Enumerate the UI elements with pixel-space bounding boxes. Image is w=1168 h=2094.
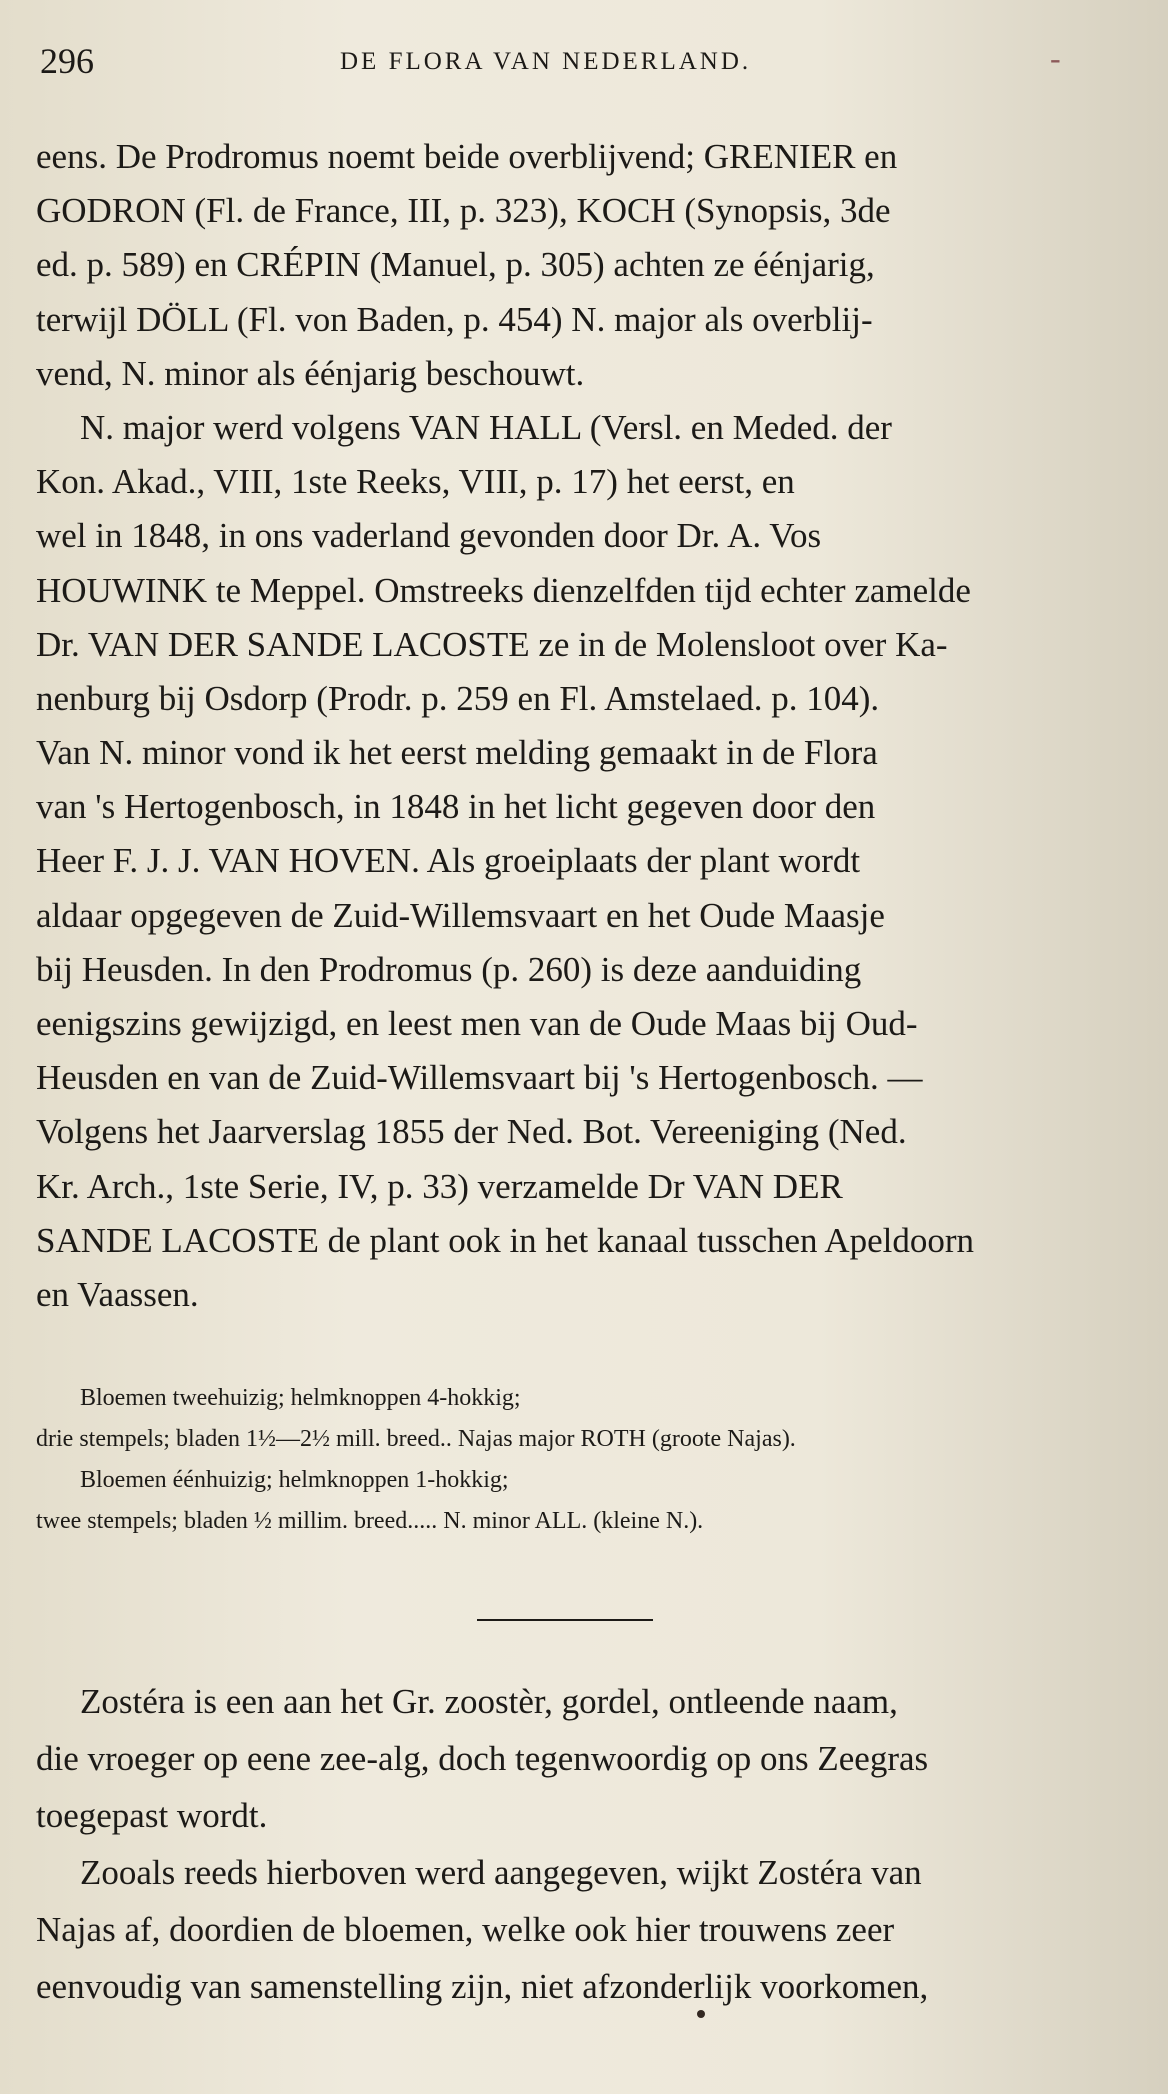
text-line: HOUWINK te Meppel. Omstreeks dienzelfden tijd echter zamelde bbox=[36, 570, 971, 610]
text-line: Heusden en van de Zuid-Willemsvaart bij 's Hertogenbosch. — bbox=[36, 1058, 923, 1098]
key-line: twee stempels; bladen ½ millim. breed..... N. minor ALL. (kleine N.). bbox=[36, 1508, 704, 1534]
text-line: aldaar opgegeven de Zuid-Willemsvaart en het Oude Maasje bbox=[36, 895, 885, 935]
text-line: eens. De Prodromus noemt beide overblijvend; GRENIER en bbox=[36, 137, 898, 176]
section-divider bbox=[477, 1619, 653, 1621]
text-line: die vroeger op eene zee-alg, doch tegenwoordig op ons Zeegras bbox=[36, 1739, 929, 1778]
text-line: Dr. VAN DER SANDE LACOSTE ze in de Molensloot over Ka- bbox=[36, 624, 948, 664]
key-line: Bloemen tweehuizig; helmknoppen 4-hokkig; bbox=[80, 1385, 521, 1411]
text-line: terwijl DÖLL (Fl. von Baden, p. 454) N. major als overblij- bbox=[36, 299, 873, 339]
text-line: van 's Hertogenbosch, in 1848 in het licht gegeven door den bbox=[36, 787, 876, 827]
ink-speck bbox=[697, 2010, 705, 2018]
margin-mark: - bbox=[1050, 40, 1061, 76]
text-line: Najas af, doordien de bloemen, welke ook hier trouwens zeer bbox=[36, 1910, 895, 1949]
text-line: Van N. minor vond ik het eerst melding gemaakt in de Flora bbox=[36, 733, 878, 773]
text-line: eenigszins gewijzigd, en leest men van de Oude Maas bij Oud- bbox=[36, 1004, 918, 1043]
key-line: Bloemen éénhuizig; helmknoppen 1-hokkig; bbox=[80, 1467, 509, 1493]
text-line: GODRON (Fl. de France, III, p. 323), KOCH (Synopsis, 3de bbox=[36, 191, 891, 231]
page-number: 296 bbox=[40, 41, 94, 81]
text-line: N. major werd volgens VAN HALL (Versl. en Meded. der bbox=[80, 407, 892, 447]
text-line: vend, N. minor als éénjarig beschouwt. bbox=[36, 353, 585, 393]
text-line: bij Heusden. In den Prodromus (p. 260) is deze aanduiding bbox=[36, 949, 862, 989]
text-line: Kr. Arch., 1ste Serie, IV, p. 33) verzamelde Dr VAN DER bbox=[36, 1166, 843, 1206]
text-line: toegepast wordt. bbox=[36, 1796, 268, 1835]
running-title: DE FLORA VAN NEDERLAND. bbox=[340, 48, 752, 75]
text-line: Volgens het Jaarverslag 1855 der Ned. Bot. Vereeniging (Ned. bbox=[36, 1112, 907, 1152]
text-line: ed. p. 589) en CRÉPIN (Manuel, p. 305) achten ze éénjarig, bbox=[36, 245, 875, 285]
text-line: en Vaassen. bbox=[36, 1274, 199, 1314]
text-line: eenvoudig van samenstelling zijn, niet afzonderlijk voorkomen, bbox=[36, 1967, 929, 2006]
text-line: SANDE LACOSTE de plant ook in het kanaal tusschen Apeldoorn bbox=[36, 1220, 975, 1260]
key-line: drie stempels; bladen 1½—2½ mill. breed.. Najas major ROTH (groote Najas). bbox=[36, 1426, 796, 1452]
zostera-paragraphs bbox=[36, 1673, 1116, 2015]
running-head bbox=[40, 40, 1080, 90]
text-line: Kon. Akad., VIII, 1ste Reeks, VIII, p. 17) het eerst, en bbox=[36, 462, 795, 502]
identification-key bbox=[36, 1378, 1116, 1542]
text-line: wel in 1848, in ons vaderland gevonden door Dr. A. Vos bbox=[36, 516, 822, 556]
text-line: Zostéra is een aan het Gr. zoostèr, gordel, ontleende naam, bbox=[80, 1682, 898, 1721]
text-line: Heer F. J. J. VAN HOVEN. Als groeiplaats der plant wordt bbox=[36, 841, 861, 881]
text-line: nenburg bij Osdorp (Prodr. p. 259 en Fl. Amstelaed. p. 104). bbox=[36, 678, 880, 718]
text-line: Zooals reeds hierboven werd aangegeven, wijkt Zostéra van bbox=[80, 1853, 922, 1892]
main-paragraphs bbox=[36, 130, 1116, 1322]
